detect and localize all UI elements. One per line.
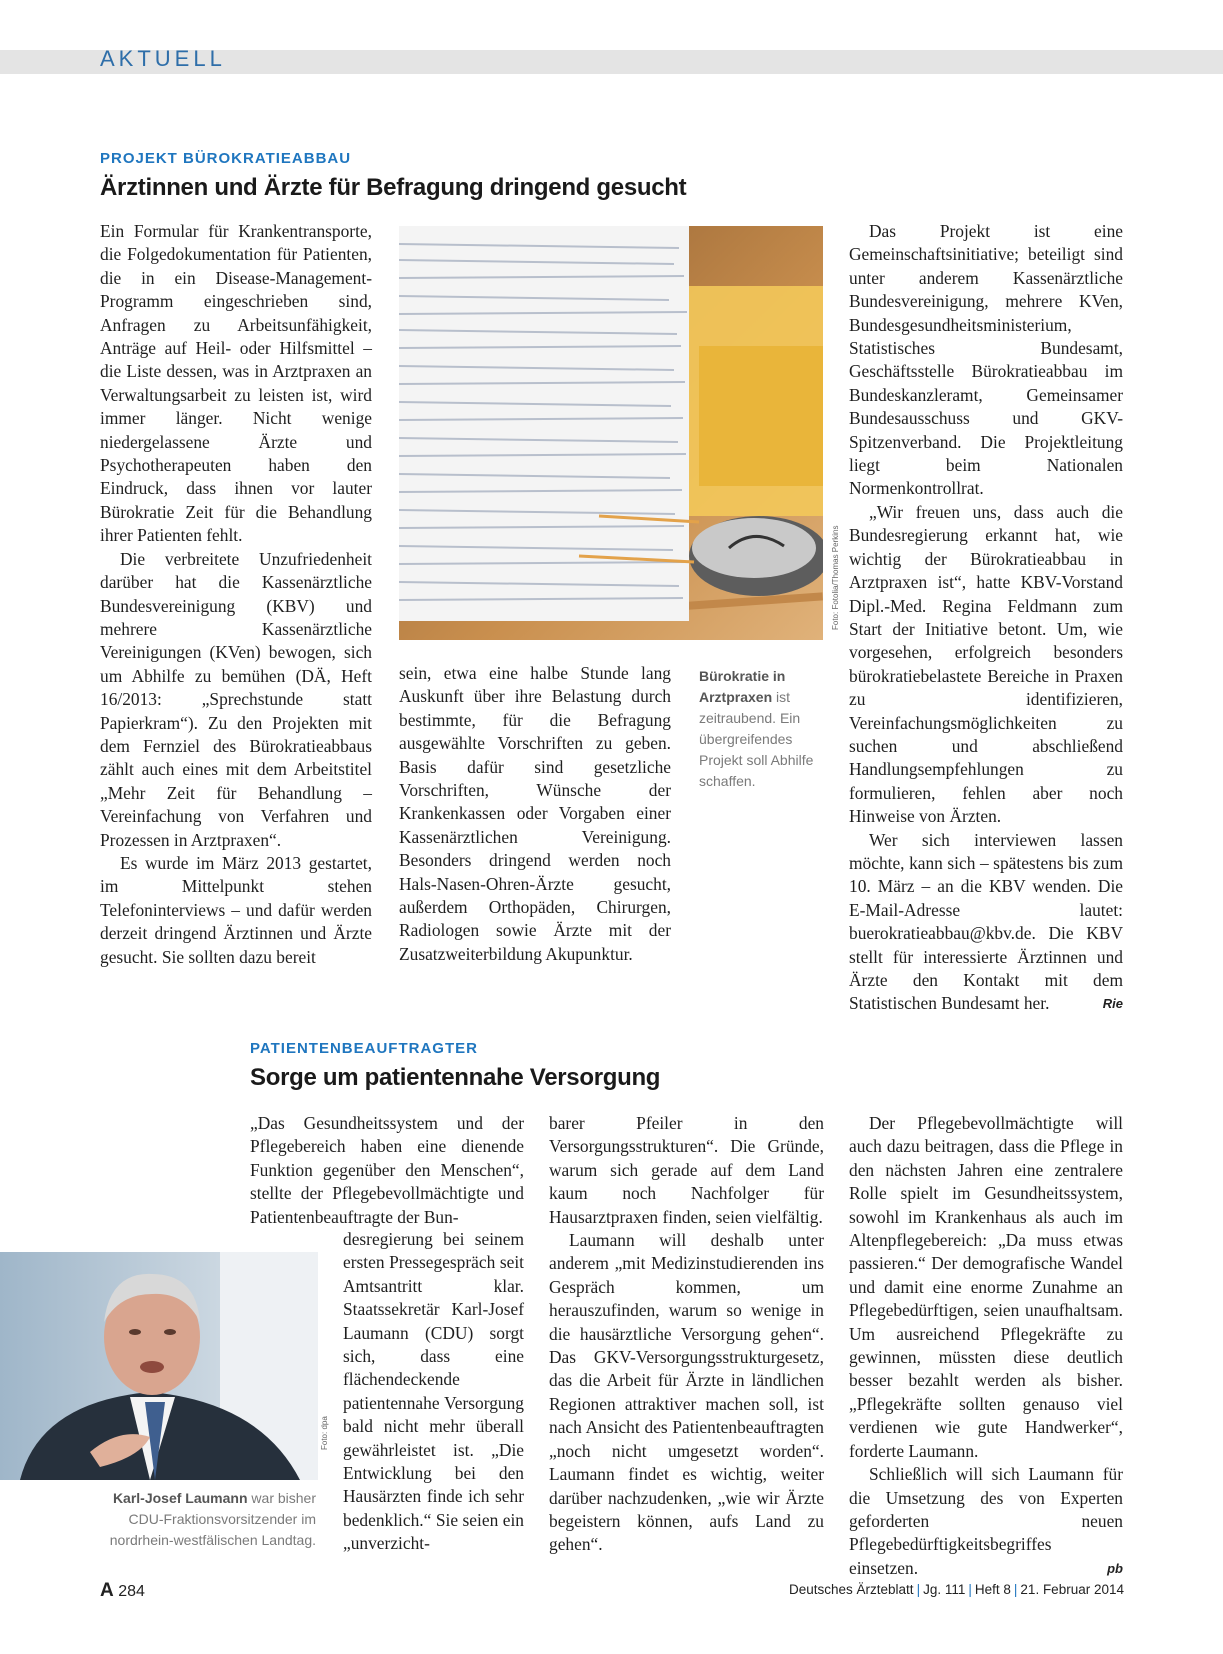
paragraph: sein, etwa eine halbe Stunde lang Auskunft über ihre Belastung durch bestimmte, für die Befragung ausgewählte Vorschriften zu geben. Basis dafür sind gesetzliche Vorschriften, Wünsche der Krankenkassen oder Vorgaben einer Kassenärztlichen Vereinigung. Besonders dringend werden noch Hals-Nasen-Ohren-Ärzte gesucht, außerdem Orthopäden, Chirurgen, Radiologen sowie Ärzte mit der Zusatzweiterbildung Akupunktur. (399, 663, 671, 964)
paragraph: „Das Gesundheitssystem und der Pflegebereich haben eine dienende Funktion gegenüber den Menschen“, stellte der Pflegebevollmächtigte und Patientenbeauftragte der Bun- (250, 1113, 524, 1227)
separator: | (1013, 1582, 1018, 1597)
paragraph (849, 1463, 1123, 1580)
article1-kicker: PROJEKT BÜROKRATIEABBAU (100, 150, 352, 167)
caption-bold: Karl-Josef Laumann (112, 1490, 248, 1506)
paragraph: Der Pflegebevollmächtigte will auch dazu beitragen, dass die Pflege in den nächsten Jahren eine zentralere Rolle spielt im Gesundheitssystem, sowohl im Krankenhaus als auch im Altenpflegebereich: „Da muss etwas passieren.“ Der demografische Wandel und damit eine enorme Zunahme an Pflegebedürftigen, seien unaufhaltsam. Um ausreichend Pflegekräfte zu gewinnen, müssten diese deutlich besser bezahlt werden als bisher. „Pflegekräfte sollten genauso viel verdienen wie gute Handwerker“, forderte Laumann. (849, 1113, 1123, 1461)
page-number (100, 1580, 145, 1602)
journal-date: 21. Februar 2014 (1020, 1582, 1124, 1597)
article1-caption (699, 666, 824, 792)
article2-column-3 (849, 1112, 1123, 1580)
paragraph (849, 829, 1123, 1016)
separator: | (916, 1582, 921, 1597)
article2-caption (90, 1488, 316, 1551)
journal-footer (780, 1582, 1124, 1597)
page-number-value: 284 (118, 1583, 145, 1600)
article1-column-3 (849, 220, 1123, 1016)
photo-credit: Foto: Fotolia/Thomas Perkins (831, 525, 840, 630)
caption-text: ist zeitraubend. Ein übergreifendes Projekt soll Abhilfe schaffen. (699, 689, 814, 789)
section-label: AKTUELL (100, 46, 226, 71)
article1-column-2 (399, 662, 671, 966)
paragraph: „Wir freuen uns, dass auch die Bundesregierung erkannt hat, wie wichtig der Bürokratieabbau in Arztpraxen ist“, hatte KBV-Vorstand Dipl.-Med. Regina Feldmann zum Start der Initiative betont. Um, wie vorgesehen, erfolgreich besonders bürokratiebelastete Bereiche in Praxen zu identifizieren, Vereinfachungsmöglichkeiten zu suchen und abschließend Handlungsempfehlungen zu formulieren, fehlen aber noch Hinweise von Ärzten. (849, 501, 1123, 827)
paragraph: Ein Formular für Krankentransporte, die Folgedokumentation für Patienten, die in ein Disease-Management-Programm eingeschrieben sind, Anfragen zu Arbeitsunfähigkeit, Anträge auf Heil- oder Hilfsmittel – die Liste dessen, was in Arztpraxen an Verwaltungsarbeit zu leisten ist, wird immer länger. Nicht wenige niedergelassene Ärzte und Psychotherapeuten haben den Eindruck, dass ihnen vor lauter Bürokratie Zeit für die Behandlung ihrer Patienten fehlt. (100, 221, 372, 546)
paragraph: desregierung bei seinem ersten Pressegespräch seit Amtsantritt klar. Staatssekretär Karl-Josef Laumann (CDU) sorgt sich, dass eine flächendeckende patientennahe Versorgung bald nicht mehr überall gewährleistet ist. „Die Entwicklung bei den Hausärzten finde ich sehr bedenklich.“ Sie seien ein „unverzicht- (343, 1229, 524, 1554)
journal-volume: Jg. 111 (923, 1582, 966, 1597)
author-signature: pb (1107, 1560, 1123, 1576)
caption-bold: Bürokratie in Arztpraxen (699, 668, 786, 705)
article1-column-1 (100, 220, 372, 969)
paragraph: Es wurde im März 2013 gestartet, im Mittelpunkt stehen Telefoninterviews – und dafür werden derzeit dringend Ärztinnen und Ärzte gesucht. Sie sollten dazu bereit (100, 852, 372, 967)
paragraph: Laumann will deshalb unter anderem „mit Medizinstudierenden ins Gespräch kommen, um herauszufinden, warum so wenige in die hausärztliche Versorgung gehen“. Das GKV-Versorgungsstrukturgesetz, das die Arbeit für Ärzte in ländlichen Regionen attraktiver machen soll, ist nach Ansicht des Patientenbeauftragten „noch nicht umgesetzt worden“. Laumann findet es wichtig, weiter darüber nachzudenken, „wie wir Ärzte begeistern können, aufs Land zu gehen“. (549, 1230, 824, 1555)
separator: | (968, 1582, 972, 1597)
portrait-photo (0, 1252, 318, 1480)
article2-kicker: PATIENTENBEAUFTRAGTER (250, 1040, 478, 1057)
article2-column-1-bottom (343, 1228, 524, 1556)
journal-name: Deutsches Ärzteblatt (789, 1582, 914, 1597)
paragraph-text: Wer sich interviewen lassen möchte, kann sich – spätestens bis zum 10. März – an die KBV wenden. Die E-Mail-Adresse lautet: buerokratieabbau@kbv.de. Die KBV stellt für interessierte Ärztinnen und Ärzte den Kontakt mit dem Statistischen Bundesamt her. (849, 829, 1123, 1014)
author-signature: Rie (1102, 996, 1123, 1012)
paragraph: barer Pfeiler in den Versorgungsstrukturen“. Die Gründe, warum sich gerade auf dem Land kaum noch Nachfolger für Hausarztpraxen finden, seien vielfältig. (549, 1113, 824, 1227)
paragraph-text: Schließlich will sich Laumann für die Umsetzung des von Experten geforderten neuen Pflegebedürftigkeitsbegriffes einsetzen. (849, 1464, 1123, 1578)
page-prefix: A (100, 1580, 114, 1601)
article2-column-1-top (250, 1112, 524, 1229)
article1-headline: Ärztinnen und Ärzte für Befragung dringend gesucht (100, 174, 687, 201)
article2-column-2 (549, 1112, 824, 1557)
paper-stack-photo (399, 226, 823, 640)
caption-text: war bisher CDU-Fraktionsvorsitzender im nordrhein-westfälischen Landtag. (109, 1490, 316, 1548)
journal-issue: Heft 8 (974, 1582, 1011, 1597)
paragraph: Das Projekt ist eine Gemeinschaftsinitiative; beteiligt sind unter anderem Kassenärztliche Bundesvereinigung, mehrere KVen, Bundesgesundheitsministerium, Statistisches Bundesamt, Geschäftsstelle Bürokratieabbau im Bundeskanzleramt, Gemeinsamer Bundesausschuss und GKV-Spitzenverband. Die Projektleitung liegt beim Nationalen Normenkontrollrat. (849, 221, 1123, 499)
article2-headline: Sorge um patientennahe Versorgung (250, 1064, 661, 1091)
paragraph: Die verbreitete Unzufriedenheit darüber hat die Kassenärztliche Bundesvereinigung (KBV) und mehrere Kassenärztliche Vereinigungen (KVen) bewogen, sich um Abhilfe zu bemühen (DÄ, Heft 16/2013: „Sprechstunde statt Papierkram“). Zu den Projekten mit dem Fernziel des Bürokratieabbaus zählt auch eines mit dem Arbeitstitel „Mehr Zeit für Behandlung – Vereinfachung von Verfahren und Prozessen in Arztpraxen“. (100, 548, 372, 850)
photo-credit: Foto: dpa (320, 1416, 329, 1450)
